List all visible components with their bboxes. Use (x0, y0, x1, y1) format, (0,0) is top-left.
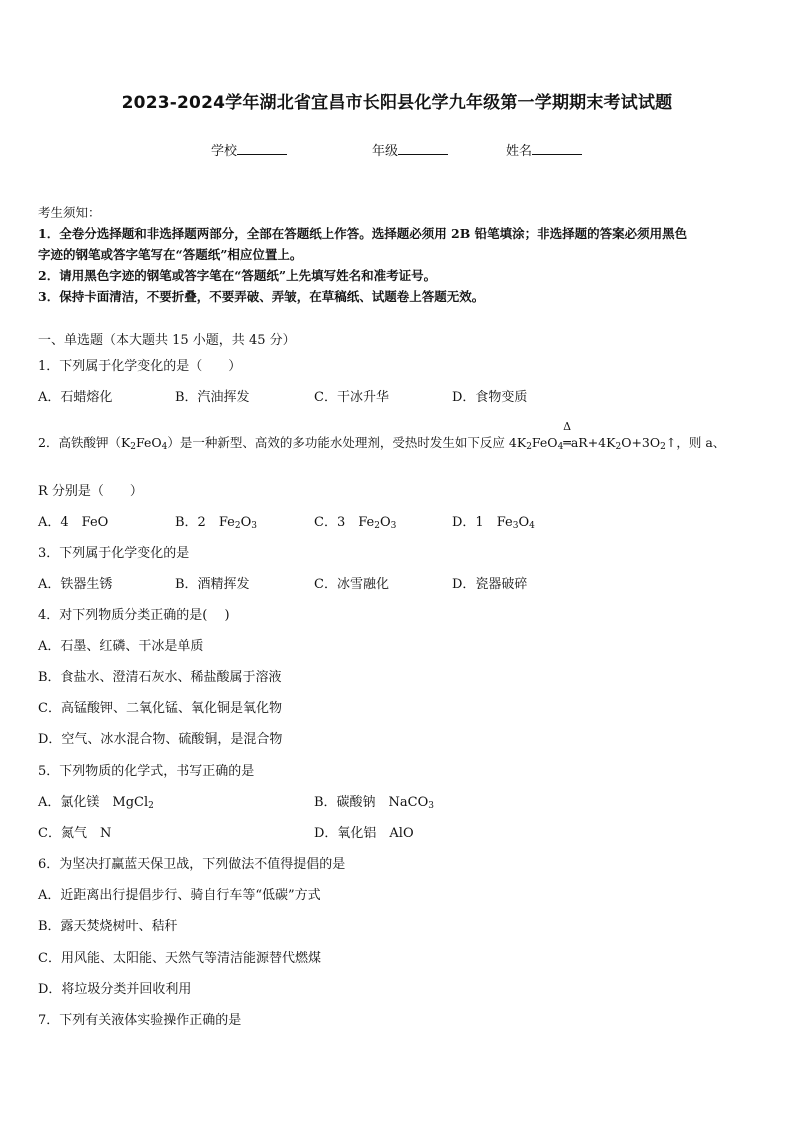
notice-heading: 考生须知： (38, 205, 101, 220)
name-label: 姓名 (506, 144, 533, 159)
q2-sub-1: 2 (130, 442, 137, 452)
q2-d-sub-1: 3 (512, 521, 519, 531)
q5-option-a[interactable] (38, 791, 154, 810)
q2-sub-6: 2 (660, 442, 666, 452)
q2-b-text-2: O (240, 515, 252, 530)
q3-option-d[interactable]: D．瓷器破碎 (452, 577, 528, 592)
q4-option-c[interactable]: C．高锰酸钾、二氧化锰、氧化铜是氧化物 (38, 701, 282, 716)
q5-b-sub: 3 (428, 801, 435, 811)
q3-stem: 3．下列属于化学变化的是 (38, 546, 190, 561)
name-field[interactable] (506, 140, 582, 159)
q2-b-sub-2: 3 (251, 521, 257, 531)
name-blank[interactable] (532, 142, 582, 155)
q2-d-text: D．1 Fe (452, 515, 513, 530)
q3-option-a[interactable]: A．铁器生锈 (38, 577, 113, 592)
q1-stem: 1．下列属于化学变化的是（ ） (38, 359, 242, 374)
q5-option-b[interactable] (314, 791, 434, 810)
q2-text-1: 2．高铁酸钾（K (38, 435, 131, 450)
q1-option-d[interactable]: D．食物变质 (452, 390, 528, 405)
q5-option-d[interactable]: D．氧化铝 AlO (314, 826, 414, 841)
q2-text-3: ）是一种新型、高效的多功能水处理剂，受热时发生如下反应 4K (167, 435, 527, 450)
q2-sub-3: 2 (526, 442, 532, 452)
notice-line-1b: 字迹的钢笔或答字笔写在“答题纸”相应位置上。 (38, 247, 303, 262)
q3-option-b[interactable]: B．酒精挥发 (175, 577, 250, 592)
grade-label: 年级 (372, 144, 399, 159)
q2-c-sub-1: 2 (374, 521, 380, 531)
q6-option-a[interactable]: A．近距离出行提倡步行、骑自行车等“低碳”方式 (38, 888, 321, 903)
school-label: 学校 (211, 144, 238, 159)
section-heading: 一、单选题（本大题共 15 小题，共 45 分） (38, 333, 296, 348)
notice-line-3: 3．保持卡面清洁，不要折叠，不要弄破、弄皱，在草稿纸、试题卷上答题无效。 (38, 289, 485, 304)
q2-c-text-2: O (379, 515, 391, 530)
delta-symbol: Δ (563, 420, 572, 433)
notice-line-1a: 1．全卷分选择题和非选择题两部分，全部在答题纸上作答。选择题必须用 2B 铅笔填涂；非选择题的答案必须用黑色 (38, 226, 688, 241)
q1-option-c[interactable]: C．干冰升华 (314, 390, 389, 405)
q2-d-text-2: O (518, 515, 530, 530)
q2-option-d[interactable] (452, 511, 535, 530)
q1-option-b[interactable]: B．汽油挥发 (175, 390, 250, 405)
q4-option-d[interactable]: D．空气、冰水混合物、硫酸铜，是混合物 (38, 732, 283, 747)
q2-c-text: C．3 Fe (314, 515, 375, 530)
heat-condition (563, 420, 572, 450)
q5-a-sub: 2 (148, 801, 154, 811)
q2-text-6: O+3O (621, 435, 661, 450)
q2-c-sub-2: 3 (390, 521, 397, 531)
q2-sub-5: 2 (615, 442, 622, 452)
q3-option-c[interactable]: C．冰雪融化 (314, 577, 389, 592)
school-field[interactable] (211, 140, 287, 159)
q2-sub-2: 4 (161, 442, 168, 452)
q5-stem: 5．下列物质的化学式，书写正确的是 (38, 764, 255, 779)
q2-text-4: FeO (531, 435, 558, 450)
page-title: 2023-2024学年湖北省宜昌市长阳县化学九年级第一学期期末考试试题 (121, 93, 673, 113)
q6-option-b[interactable]: B．露天焚烧树叶、秸秆 (38, 919, 178, 934)
q2-d-sub-2: 4 (529, 521, 535, 531)
q2-stem-line2: R 分别是（ ） (38, 484, 143, 499)
q2-option-a[interactable]: A．4 FeO (38, 515, 109, 530)
q5-b-text: B．碳酸钠 NaCO (314, 795, 429, 810)
q4-stem: 4．对下列物质分类正确的是( ) (38, 608, 230, 623)
q7-stem: 7．下列有关液体实验操作正确的是 (38, 1013, 242, 1028)
grade-field[interactable] (372, 140, 448, 159)
q4-option-b[interactable]: B．食盐水、澄清石灰水、稀盐酸属于溶液 (38, 670, 282, 685)
q5-option-c[interactable]: C．氮气 N (38, 826, 112, 841)
q4-option-a[interactable]: A．石墨、红磷、干冰是单质 (38, 639, 204, 654)
q2-text-7: ↑，则 a、 (665, 435, 726, 450)
q5-a-text: A．氯化镁 MgCl (38, 795, 149, 810)
grade-blank[interactable] (398, 142, 448, 155)
q2-option-b[interactable] (175, 511, 257, 530)
notice-line-2: 2．请用黑色字迹的钢笔或答字笔在“答题纸”上先填写姓名和准考证号。 (38, 268, 437, 283)
q2-text-5: aR+4K (570, 435, 616, 450)
q2-sub-4: 4 (557, 442, 564, 452)
q2-b-text: B．2 Fe (175, 515, 235, 530)
q6-stem: 6．为坚决打赢蓝天保卫战，下列做法不值得提倡的是 (38, 857, 346, 872)
q1-option-a[interactable]: A．石蜡熔化 (38, 390, 113, 405)
q2-option-c[interactable] (314, 511, 396, 530)
q2-text-2: FeO (136, 435, 162, 450)
q6-option-d[interactable]: D．将垃圾分类并回收利用 (38, 982, 192, 997)
reaction-equals: ═ (563, 435, 571, 450)
q2-stem (38, 420, 726, 452)
q2-b-sub-1: 2 (234, 521, 241, 531)
school-blank[interactable] (237, 142, 287, 155)
q6-option-c[interactable]: C．用风能、太阳能、天然气等清洁能源替代燃煤 (38, 951, 321, 966)
